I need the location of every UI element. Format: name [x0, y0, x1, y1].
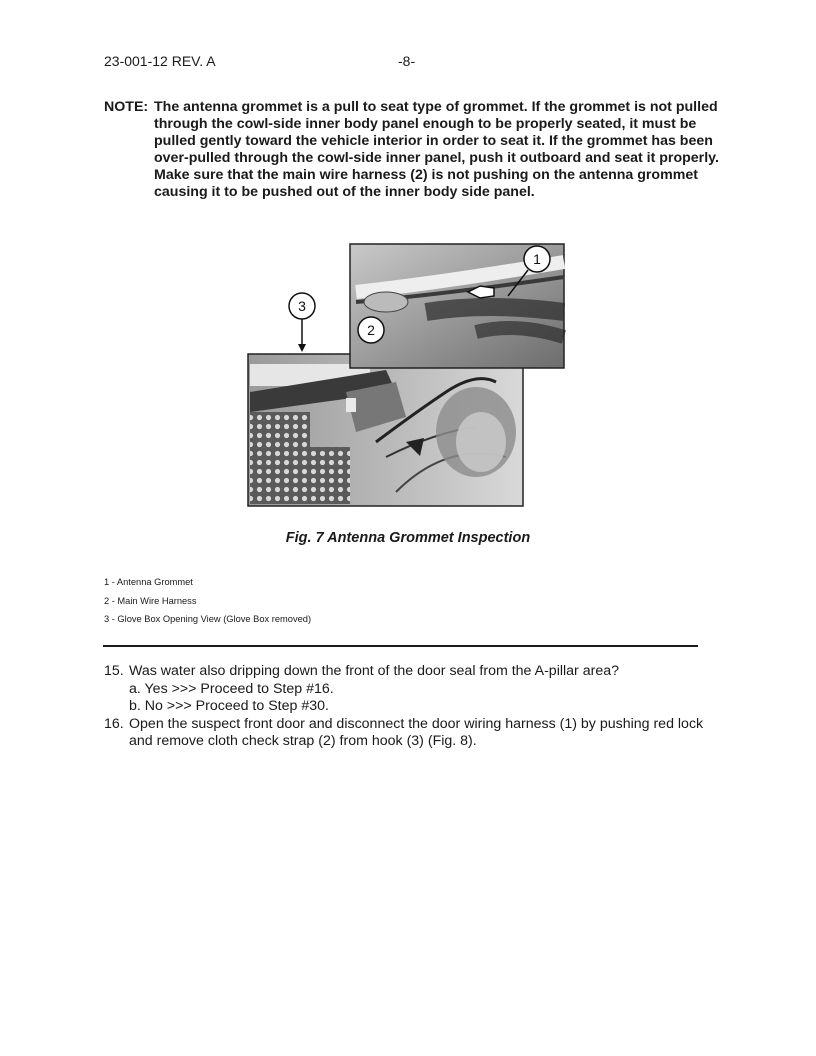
callout-3 — [289, 293, 315, 352]
glove-box-view-photo — [248, 354, 523, 506]
figure-photo — [246, 242, 566, 508]
callout-1-label: 1 — [533, 251, 541, 267]
page-number: -8- — [398, 53, 416, 69]
step-text: Was water also dripping down the front of the door seal from the A-pillar area? — [129, 663, 619, 679]
callout-2 — [358, 317, 384, 343]
step-option-yes: a. Yes >>> Proceed to Step #16. — [129, 680, 334, 697]
legend-item: 2 - Main Wire Harness — [104, 595, 197, 606]
callout-2-label: 2 — [367, 322, 375, 338]
step-text: Open the suspect front door and disconnect the door wiring harness (1) by pushing red lock and remove cloth check strap (2) from hook (3) (Fig. 8). — [129, 715, 704, 749]
figure-caption-text: Fig. 7 Antenna Grommet Inspection — [285, 530, 531, 546]
note-label: NOTE: — [104, 99, 149, 115]
note-text: The antenna grommet is a pull to seat type of grommet. If the grommet is not pulled through the cowl-side inner body panel enough to be properly seated, it must be pulled gently toward the vehicle interior in order to seat it. If the grommet has been over-pulled through the cowl-side inner panel, push it outboard and seat it properly. Make sure that the main wire harness (2) is not pushing on the antenna grommet causing it to be pushed out of the inner body side panel. — [154, 99, 719, 200]
document-id: 23-001-12 REV. A — [104, 53, 216, 69]
figure-caption — [0, 530, 816, 546]
figure-legend — [104, 573, 311, 629]
step-number: 16. — [104, 715, 124, 732]
callout-3-label: 3 — [298, 298, 306, 314]
callout-1 — [524, 246, 550, 272]
step-option-no: b. No >>> Proceed to Step #30. — [129, 698, 329, 714]
legend-item: 1 - Antenna Grommet — [104, 577, 193, 587]
procedure-steps — [104, 663, 724, 751]
step-number: 15. — [104, 663, 124, 679]
step-16 — [104, 716, 724, 751]
legend-item: 3 - Glove Box Opening View (Glove Box removed) — [104, 614, 312, 624]
section-divider — [103, 645, 698, 647]
step-15 — [104, 663, 724, 716]
